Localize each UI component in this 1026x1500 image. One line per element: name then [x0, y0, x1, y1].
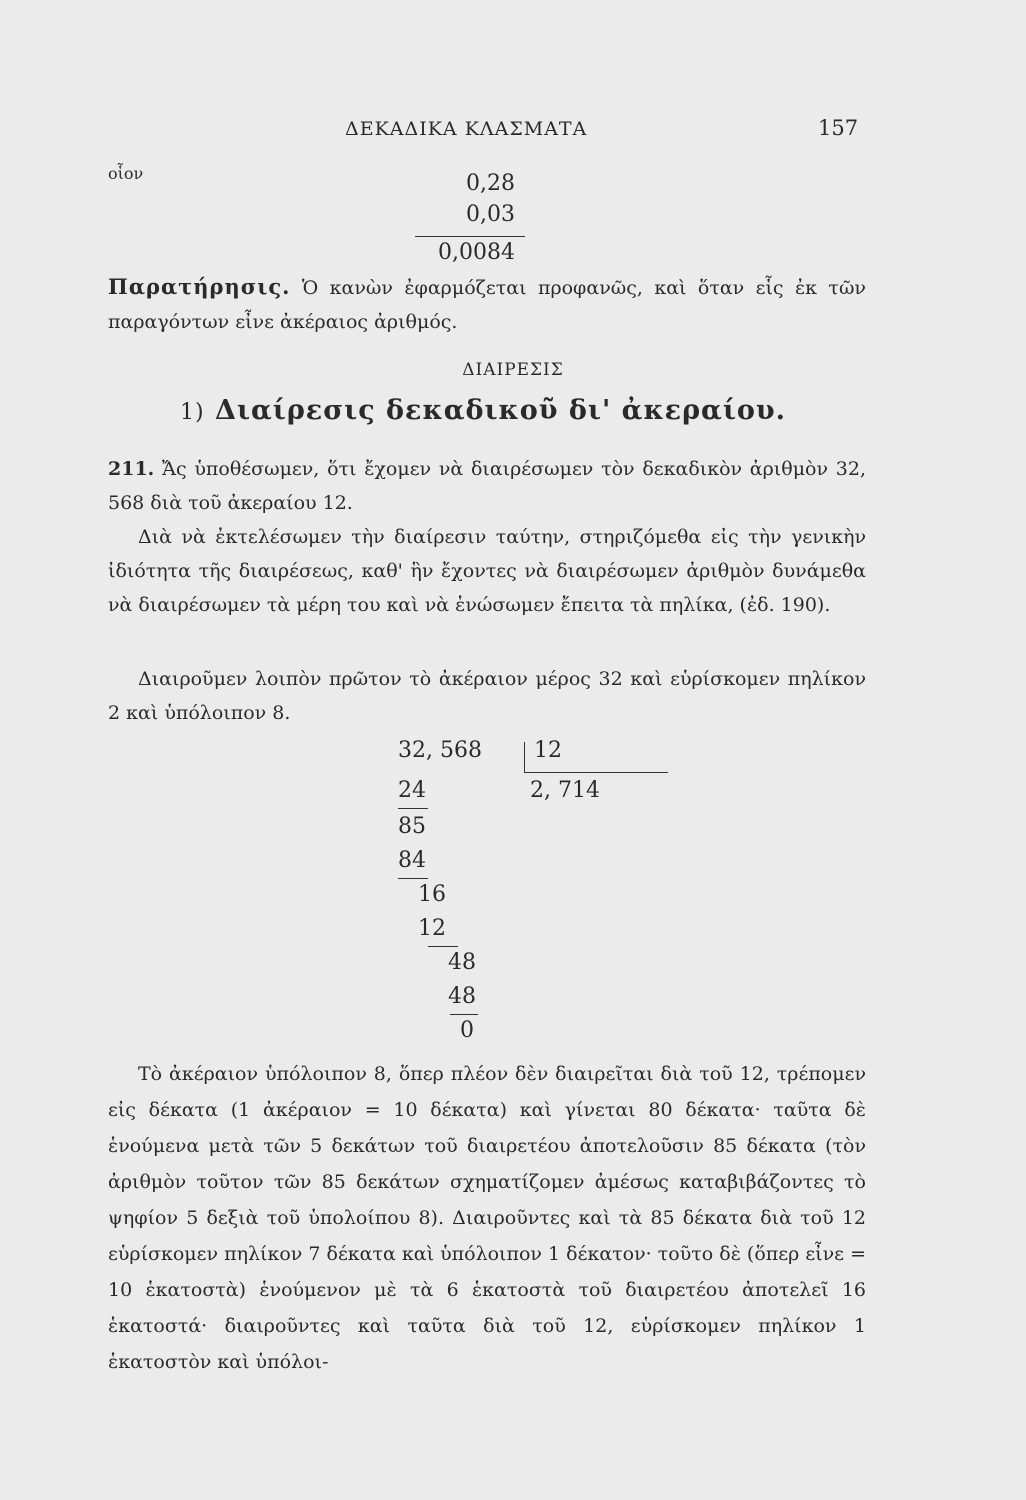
quotient-rule — [524, 772, 668, 773]
step-rule — [450, 1014, 478, 1015]
step-subtrahend: 48 — [448, 984, 476, 1009]
factor-two: 0,03 — [466, 202, 515, 227]
step-remainder: 16 — [418, 882, 446, 907]
note-paragraph — [108, 270, 866, 339]
note-heading: Παρατήρησις. — [108, 274, 291, 299]
subsection-number: 1) — [180, 400, 205, 425]
factor-one: 0,28 — [466, 171, 515, 196]
final-remainder: 0 — [460, 1018, 474, 1043]
running-header: ΔΕΚΑΔΙΚΑ ΚΛΑΣΜΑΤΑ — [345, 118, 588, 140]
paragraph-2: Διὰ νὰ ἐκτελέσωμεν τὴν διαίρεσιν ταύτην, στηριζόμεθα εἰς τὴν γενικὴν ἰδιότητα τῆς διαιρέσεως, καθ' ἣν ἔχοντες νὰ διαιρέσωμεν ἀριθμὸν δυνάμεθα νὰ διαιρέσωμεν τὰ μέρη του καὶ νὰ ἑνώσωμεν ἔπειτα τὰ πηλίκα, (ἐδ. 190). — [108, 526, 866, 616]
step-rule — [428, 946, 458, 947]
paragraph-211 — [108, 452, 866, 520]
step-subtrahend: 24 — [398, 778, 426, 803]
step-subtrahend: 12 — [418, 916, 446, 941]
division-bar — [524, 742, 525, 772]
step-remainder: 85 — [398, 814, 426, 839]
step-rule — [398, 878, 428, 879]
dividend: 32, 568 — [398, 738, 482, 763]
quotient: 2, 714 — [530, 778, 600, 803]
divisor: 12 — [534, 738, 562, 763]
note-text: Ὁ κανὼν ἐφαρμόζεται προφανῶς, καὶ ὅταν εἷς ἐκ τῶν παραγόντων εἶνε ἀκέραιος ἀριθμός. — [108, 277, 866, 333]
page-number: 157 — [818, 116, 859, 140]
product: 0,0084 — [438, 240, 515, 265]
subsection-heading — [180, 395, 786, 426]
multiplication-example — [415, 168, 525, 268]
paragraph-4: Τὸ ἀκέραιον ὑπόλοιπον 8, ὅπερ πλέον δὲν διαιρεῖται διὰ τοῦ 12, τρέπομεν εἰς δέκατα (1 ἀκέραιον = 10 δέκατα) καὶ γίνεται 80 δέκατα· ταῦτα δὲ ἑνούμενα μετὰ τῶν 5 δεκάτων τοῦ διαιρετέου ἀποτελοῦσιν 85 δέκατα (τὸν ἀριθμὸν τοῦτον τῶν 85 δεκάτων σχηματίζομεν ἀμέσως καταβιβάζοντες τὸ ψηφίον 5 δεξιὰ τοῦ ὑπολοίπου 8). Διαιροῦντες καὶ τὰ 85 δέκατα διὰ τοῦ 12 εὑρίσκομεν πηλίκον 7 δέκατα καὶ ὑπόλοιπον 1 δέκατον· τοῦτο δὲ (ὅπερ εἶνε = 10 ἑκατοστὰ) ἑνούμενον μὲ τὰ 6 ἑκατοστὰ τοῦ διαιρετέου ἀποτελεῖ 16 ἑκατοστά· διαιροῦντες καὶ ταῦτα διὰ τοῦ 12, εὑρίσκομεν πηλίκον 1 ἑκατοστὸν καὶ ὑπόλοι- — [108, 1063, 866, 1373]
section-title: ΔΙΑΙΡΕΣΙΣ — [462, 360, 564, 380]
step-rule — [398, 808, 428, 809]
paragraph-211-text: Ἄς ὑποθέσωμεν, ὅτι ἔχομεν νὰ διαιρέσωμεν τὸν δεκαδικὸν ἀριθμὸν 32, 568 διὰ τοῦ ἀκεραίου 12. — [108, 458, 866, 514]
example-label: οἷον — [108, 164, 144, 183]
paragraph-3: Διαιροῦμεν λοιπὸν πρῶτον τὸ ἀκέραιον μέρος 32 καὶ εὑρίσκομεν πηλίκον 2 καὶ ὑπόλοιπον 8. — [108, 668, 866, 724]
subsection-title: Διαίρεσις δεκαδικοῦ δι' ἀκεραίου. — [215, 395, 787, 426]
paragraph-number: 211. — [108, 458, 155, 480]
step-remainder: 48 — [448, 950, 476, 975]
step-subtrahend: 84 — [398, 848, 426, 873]
